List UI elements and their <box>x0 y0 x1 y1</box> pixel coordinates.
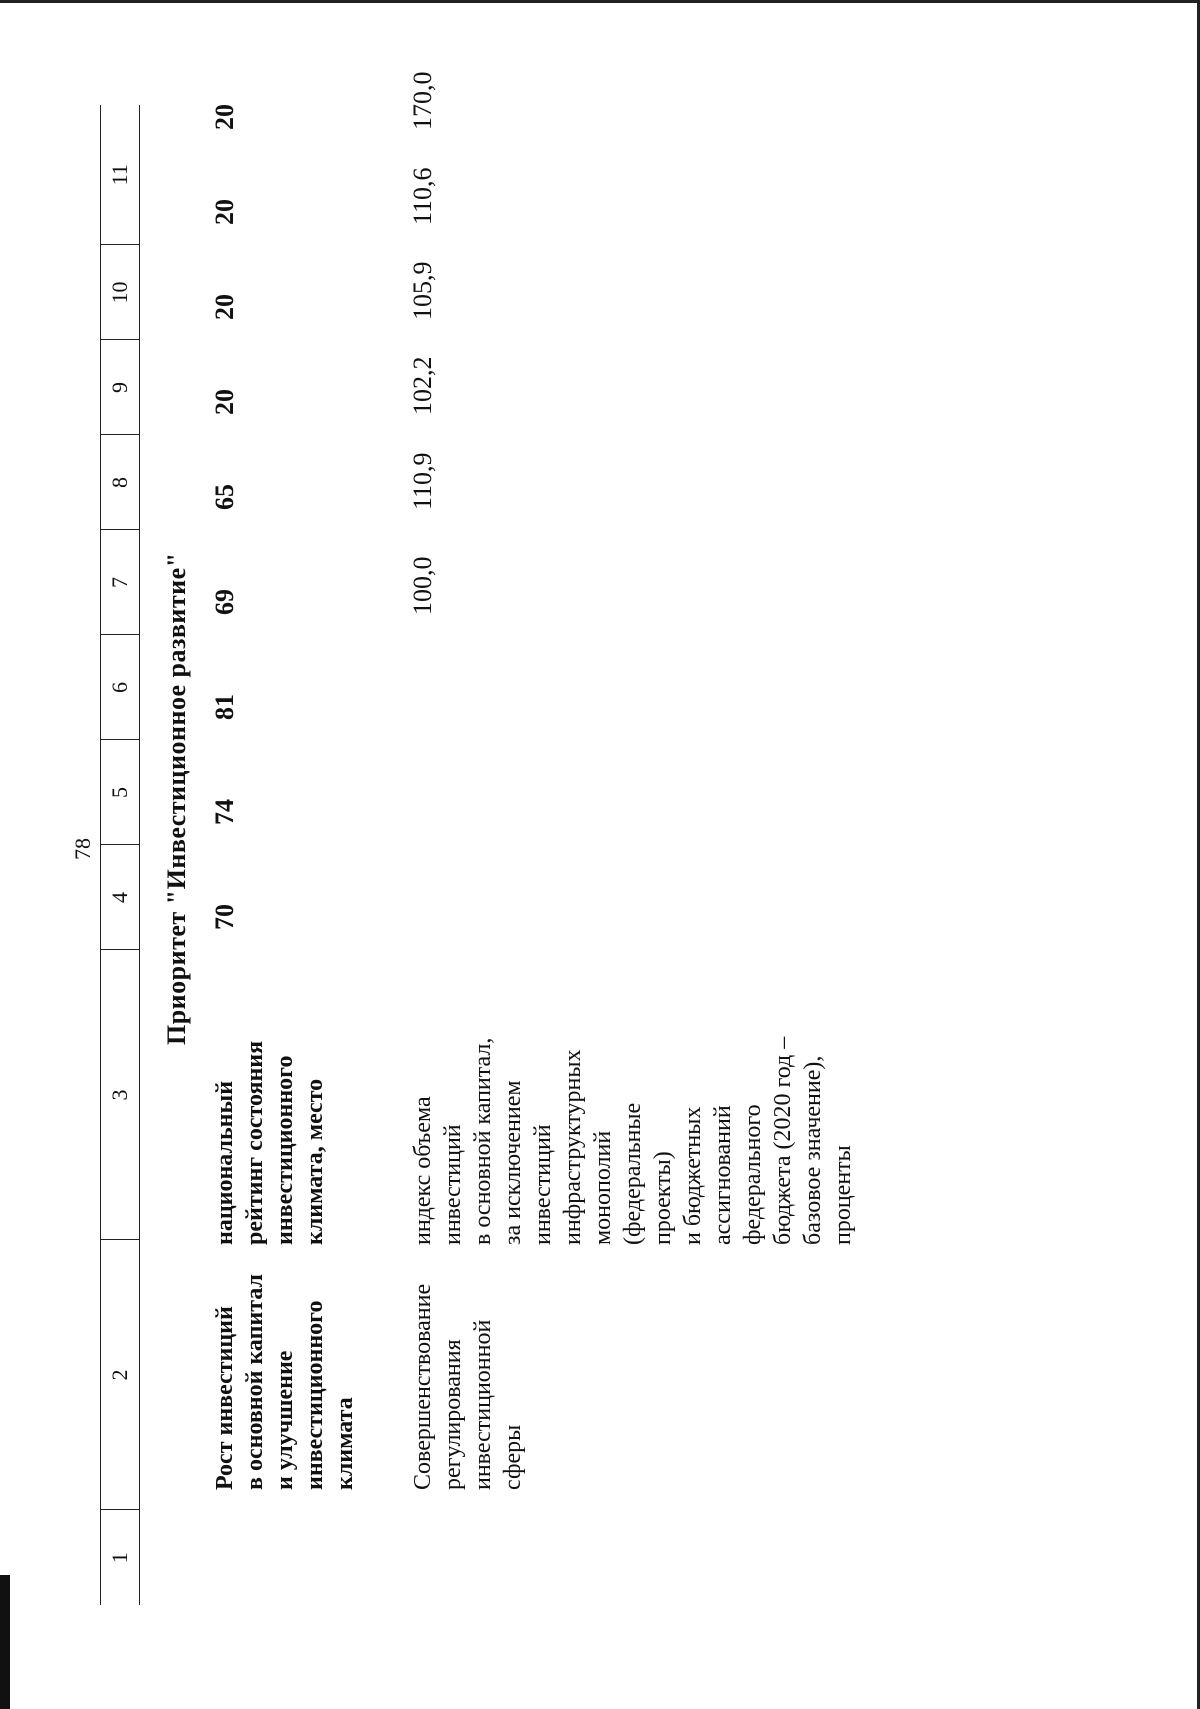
indicator-line: ассигнований <box>710 1105 736 1245</box>
value-col-3: 70 <box>210 904 239 930</box>
value-col-11: 20 <box>210 104 239 130</box>
value-col-7: 65 <box>210 484 239 510</box>
value-col-11: 170,0 <box>408 71 437 130</box>
column-number-header <box>100 105 140 1605</box>
header-col-10: 10 <box>101 245 140 340</box>
indicator-line: инвестиций <box>530 1124 556 1245</box>
value-col-4: 74 <box>210 799 239 825</box>
goal-line: регулирования <box>440 1339 466 1490</box>
indicator-line: проекты) <box>650 1151 676 1245</box>
indicator-line: монополий <box>590 1130 616 1245</box>
indicator-line: рейтинг состояния <box>242 1040 268 1245</box>
indicator-line: федерального <box>740 1104 766 1245</box>
value-col-5: 81 <box>210 694 239 720</box>
value-col-8: 102,2 <box>408 356 437 415</box>
value-col-6: 100,0 <box>408 556 437 615</box>
goal-line: и улучшение <box>272 1350 298 1490</box>
goal-line: в основной капитал <box>242 1273 268 1490</box>
indicator-line: бюджета (2020 год – <box>770 1036 796 1245</box>
value-col-10: 20 <box>210 199 239 225</box>
value-col-6: 69 <box>210 589 239 615</box>
header-col-8: 8 <box>101 435 140 530</box>
indicator-line: в основной капитал, <box>470 1037 496 1245</box>
goal-line: климата <box>332 1397 358 1490</box>
goal-cell <box>408 1265 528 1490</box>
indicator-line: проценты <box>830 1145 856 1245</box>
value-col-9: 105,9 <box>408 261 437 320</box>
header-col-3: 3 <box>101 950 140 1240</box>
header-col-4: 4 <box>101 845 140 950</box>
indicator-cell <box>210 945 330 1245</box>
goal-line: сферы <box>500 1424 526 1490</box>
goal-line: Рост инвестиций <box>212 1306 238 1490</box>
header-col-11: 11 <box>101 105 140 245</box>
value-col-7: 110,9 <box>408 452 437 510</box>
indicator-line: (федеральные <box>620 1102 646 1245</box>
value-col-8: 20 <box>210 389 239 415</box>
indicator-line: инвестиционного <box>272 1055 298 1245</box>
scan-edge-left <box>0 1575 10 1709</box>
goal-line: Совершенствование <box>410 1283 436 1490</box>
indicator-cell <box>408 945 858 1245</box>
indicator-line: инфраструктурных <box>560 1049 586 1245</box>
header-col-7: 7 <box>101 530 140 635</box>
indicator-line: за исключением <box>500 1080 526 1245</box>
value-col-9: 20 <box>210 294 239 320</box>
goal-line: инвестиционного <box>302 1300 328 1490</box>
indicator-line: инвестиций <box>440 1124 466 1245</box>
header-col-2: 2 <box>101 1240 140 1510</box>
header-col-1: 1 <box>101 1510 140 1605</box>
section-title: Приоритет "Инвестиционное развитие" <box>162 552 191 1045</box>
indicator-line: национальный <box>212 1080 238 1245</box>
rotated-document-sheet <box>70 71 1110 1605</box>
indicator-line: базовое значение), <box>800 1055 826 1245</box>
header-col-6: 6 <box>101 635 140 740</box>
indicator-line: и бюджетных <box>680 1106 706 1245</box>
scan-edge-top <box>0 0 1200 3</box>
header-col-5: 5 <box>101 740 140 845</box>
indicator-line: климата, место <box>302 1078 328 1245</box>
value-col-10: 110,6 <box>408 167 437 225</box>
indicator-line: индекс объема <box>410 1096 436 1245</box>
header-col-9: 9 <box>101 340 140 435</box>
goal-cell <box>210 1265 360 1490</box>
goal-line: инвестиционной <box>470 1319 496 1490</box>
page-number: 78 <box>70 838 95 860</box>
